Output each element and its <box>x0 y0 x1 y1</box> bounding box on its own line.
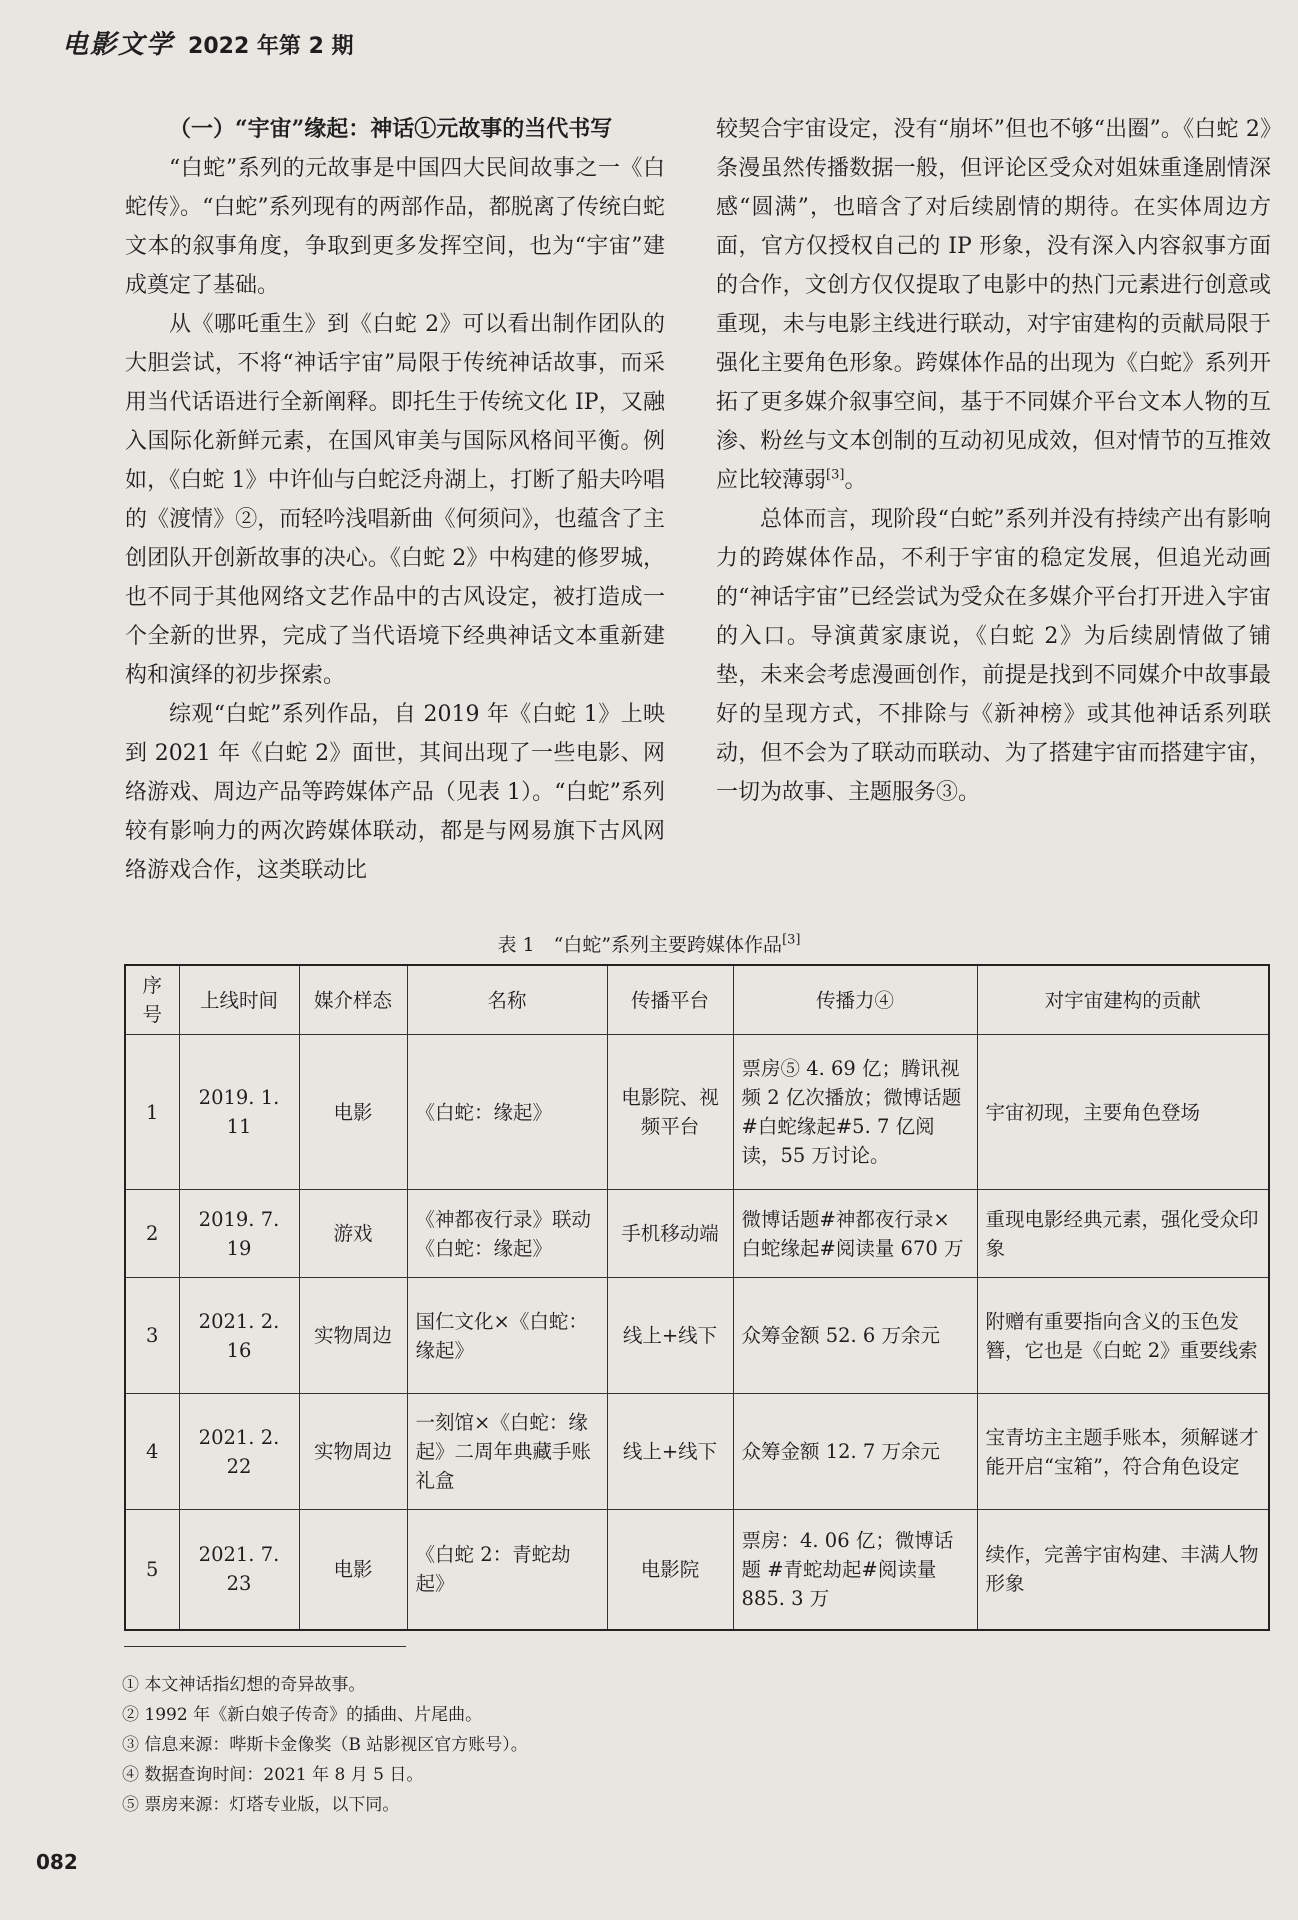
col-header-date: 上线时间 <box>179 965 299 1035</box>
table-caption-text: 表 1 “白蛇”系列主要跨媒体作品 <box>497 934 783 956</box>
cell-name: 国仁文化×《白蛇：缘起》 <box>407 1278 607 1394</box>
cell-platform: 手机移动端 <box>607 1190 733 1278</box>
cell-contribution: 宇宙初现，主要角色登场 <box>977 1035 1269 1190</box>
cell-media: 实物周边 <box>299 1278 407 1394</box>
issue-label: 2022 年第 2 期 <box>188 34 354 59</box>
cell-index: 1 <box>125 1035 179 1190</box>
cell-platform: 电影院 <box>607 1510 733 1630</box>
left-column <box>125 110 665 890</box>
cell-media: 电影 <box>299 1035 407 1190</box>
cell-index: 3 <box>125 1278 179 1394</box>
col-header-reach: 传播力④ <box>733 965 977 1035</box>
paragraph: 综观“白蛇”系列作品，自 2019 年《白蛇 1》上映到 2021 年《白蛇 2》面世，其间出现了一些电影、网络游戏、周边产品等跨媒体产品（见表 1）。“白蛇”系列较有影响力的两次跨媒体联动，都是与网易旗下古风网络游戏合作，这类联动比 <box>125 702 665 883</box>
cell-contribution: 重现电影经典元素，强化受众印象 <box>977 1190 1269 1278</box>
page-header <box>62 24 354 61</box>
paragraph-text: 较契合宇宙设定，没有“崩坏”但也不够“出圈”。《白蛇 2》条漫虽然传播数据一般，但评论区受众对姐妹重逢剧情深感“圆满”，也暗含了对后续剧情的期待。在实体周边方面，官方仅授权自己的 IP 形象，没有深入内容叙事方面的合作，文创方仅仅提取了电影中的热门元素进行创意或重现，未与电影主线进行联动，对宇宙建构的贡献局限于强化主要角色形象。跨媒体作品的出现为《白蛇》系列开拓了更多媒介叙事空间，基于不同媒介平台文本人物的互渗、粉丝与文本创制的互动初见成效，但对情节的互推效应比较薄弱 <box>716 117 1271 493</box>
table-row <box>125 1035 1269 1190</box>
table-caption-cite: [3] <box>782 932 801 948</box>
col-header-index: 序号 <box>125 965 179 1035</box>
page-number: 082 <box>36 1850 78 1874</box>
cell-date: 2021. 2. 16 <box>179 1278 299 1394</box>
paragraph: 从《哪吒重生》到《白蛇 2》可以看出制作团队的大胆尝试，不将“神话宇宙”局限于传统神话故事，而采用当代话语进行全新阐释。即托生于传统文化 IP，又融入国际化新鲜元素，在国风审美与国际风格间平衡。例如，《白蛇 1》中许仙与白蛇泛舟湖上，打断了船夫吟唱的《渡情》②，而轻吟浅唱新曲《何须问》，也蕴含了主创团队开创新故事的决心。《白蛇 2》中构建的修罗城，也不同于其他网络文艺作品中的古风设定，被打造成一个全新的世界，完成了当代语境下经典神话文本重新建构和演绎的初步探索。 <box>125 312 665 688</box>
footnote: ① 本文神话指幻想的奇异故事。 <box>122 1675 366 1695</box>
table-row <box>125 1278 1269 1394</box>
cell-media: 实物周边 <box>299 1394 407 1510</box>
cell-media: 电影 <box>299 1510 407 1630</box>
citation: [3] <box>826 467 845 483</box>
footnote: ② 1992 年《新白娘子传奇》的插曲、片尾曲。 <box>122 1705 483 1725</box>
col-header-platform: 传播平台 <box>607 965 733 1035</box>
section-heading: （一）“宇宙”缘起：神话①元故事的当代书写 <box>169 116 613 142</box>
footnote: ④ 数据查询时间：2021 年 8 月 5 日。 <box>122 1765 424 1785</box>
cell-reach: 微博话题#神都夜行录×白蛇缘起#阅读量 670 万 <box>733 1190 977 1278</box>
footnotes <box>122 1670 528 1820</box>
cell-reach: 众筹金额 12. 7 万余元 <box>733 1394 977 1510</box>
cell-index: 2 <box>125 1190 179 1278</box>
journal-name: 电影文学 <box>62 30 175 60</box>
cell-reach: 票房：4. 06 亿；微博话题 #青蛇劫起#阅读量 885. 3 万 <box>733 1510 977 1630</box>
cell-platform: 电影院、视频平台 <box>607 1035 733 1190</box>
paragraph: “白蛇”系列的元故事是中国四大民间故事之一《白蛇传》。“白蛇”系列现有的两部作品，都脱离了传统白蛇文本的叙事角度，争取到更多发挥空间，也为“宇宙”建成奠定了基础。 <box>125 156 665 298</box>
cell-index: 4 <box>125 1394 179 1510</box>
cell-platform: 线上+线下 <box>607 1394 733 1510</box>
col-header-contribution: 对宇宙建构的贡献 <box>977 965 1269 1035</box>
right-column <box>716 110 1271 812</box>
table-row <box>125 1510 1269 1630</box>
cell-reach: 票房⑤ 4. 69 亿；腾讯视频 2 亿次播放；微博话题 #白蛇缘起#5. 7 亿阅读，55 万讨论。 <box>733 1035 977 1190</box>
col-header-media: 媒介样态 <box>299 965 407 1035</box>
table-header-row <box>125 965 1269 1035</box>
cell-name: 《白蛇 2：青蛇劫起》 <box>407 1510 607 1630</box>
col-header-name: 名称 <box>407 965 607 1035</box>
paragraph: 总体而言，现阶段“白蛇”系列并没有持续产出有影响力的跨媒体作品，不利于宇宙的稳定发展，但追光动画的“神话宇宙”已经尝试为受众在多媒介平台打开进入宇宙的入口。导演黄家康说，《白蛇 2》为后续剧情做了铺垫，未来会考虑漫画创作，前提是找到不同媒介中故事最好的呈现方式，不排除与《新神榜》或其他神话系列联动，但不会为了联动而联动、为了搭建宇宙而搭建宇宙，一切为故事、主题服务③。 <box>716 507 1271 805</box>
footnote: ⑤ 票房来源：灯塔专业版，以下同。 <box>122 1795 400 1815</box>
footnote-divider <box>124 1646 406 1647</box>
cell-date: 2019. 1. 11 <box>179 1035 299 1190</box>
table-caption <box>0 930 1298 957</box>
cell-reach: 众筹金额 52. 6 万余元 <box>733 1278 977 1394</box>
cell-name: 一刻馆×《白蛇：缘起》二周年典藏手账礼盒 <box>407 1394 607 1510</box>
footnote: ③ 信息来源：哔斯卡金像奖（B 站影视区官方账号）。 <box>122 1735 528 1755</box>
cell-contribution: 附赠有重要指向含义的玉色发簪，它也是《白蛇 2》重要线索 <box>977 1278 1269 1394</box>
cell-platform: 线上+线下 <box>607 1278 733 1394</box>
cell-media: 游戏 <box>299 1190 407 1278</box>
cell-index: 5 <box>125 1510 179 1630</box>
cell-name: 《神都夜行录》联动《白蛇：缘起》 <box>407 1190 607 1278</box>
paragraph-continued <box>716 110 1271 500</box>
table-row <box>125 1190 1269 1278</box>
cell-date: 2021. 2. 22 <box>179 1394 299 1510</box>
cell-date: 2019. 7. 19 <box>179 1190 299 1278</box>
table-row <box>125 1394 1269 1510</box>
works-table <box>124 964 1270 1631</box>
cell-name: 《白蛇：缘起》 <box>407 1035 607 1190</box>
cell-contribution: 续作，完善宇宙构建、丰满人物形象 <box>977 1510 1269 1630</box>
paragraph-tail: 。 <box>844 468 867 493</box>
cell-contribution: 宝青坊主主题手账本，须解谜才能开启“宝箱”，符合角色设定 <box>977 1394 1269 1510</box>
cell-date: 2021. 7. 23 <box>179 1510 299 1630</box>
